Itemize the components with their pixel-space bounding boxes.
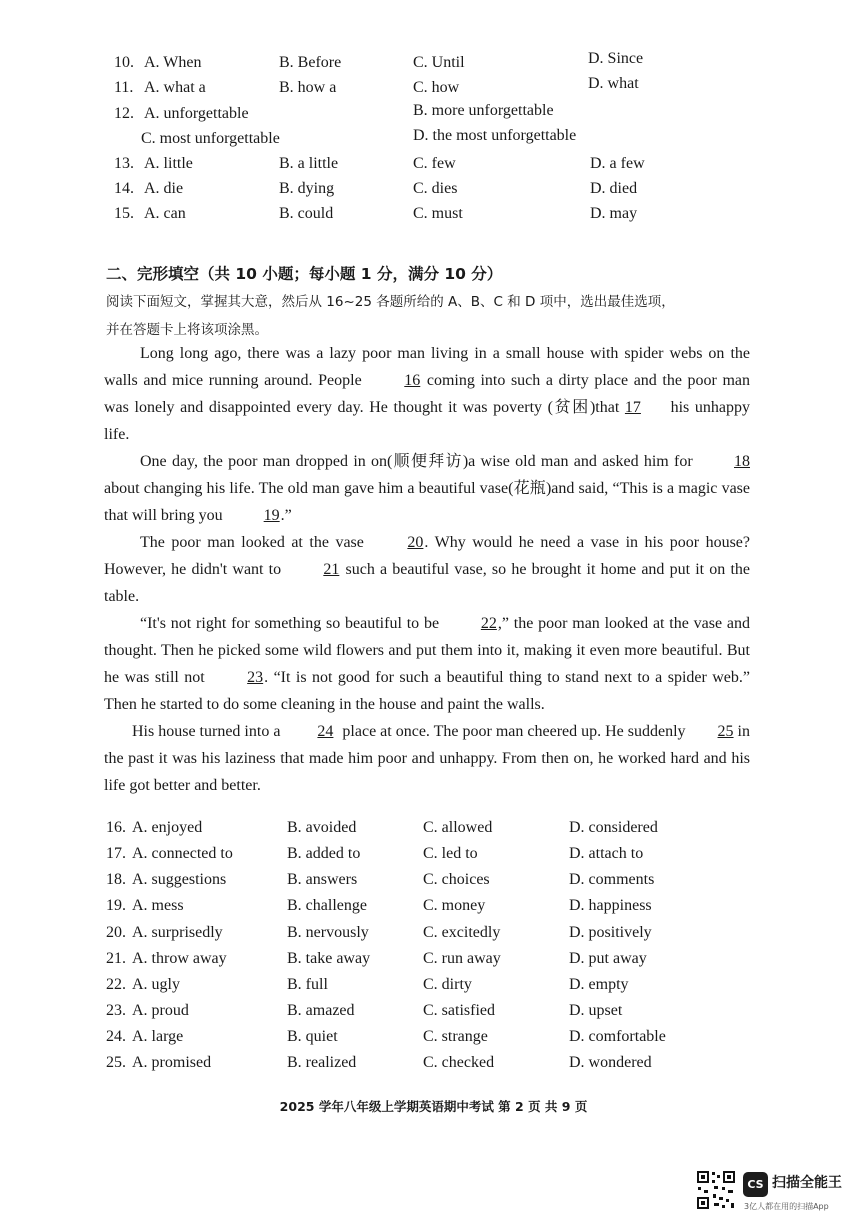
option-a: A. large [132, 1028, 184, 1045]
paragraph-2: One day, the poor man dropped in on(顺便拜访)a wise old man and asked him for 18 about changing his life. The old man gave him a beautiful vase(花瓶)and said, “This is a magic vase that will bring you 19.” [104, 448, 750, 529]
option-row-20 [106, 921, 756, 945]
question-number: 22. [106, 976, 126, 993]
paragraph-3: The poor man looked at the vase 20. Why would he need a vase in his poor house? However, he didn't want to 21 such a beautiful vase, so he brought it home and put it on the table. [104, 529, 750, 610]
blank-24[interactable]: 24 [317, 723, 334, 740]
option-a: A. unforgettable [144, 105, 249, 122]
option-d: D. attach to [569, 845, 644, 862]
blank-16[interactable]: 16 [404, 372, 421, 389]
question-number: 15. [114, 205, 134, 222]
option-b: B. quiet [287, 1028, 338, 1045]
option-row-10 [114, 51, 754, 75]
option-d: D. upset [569, 1002, 623, 1019]
option-a: A. surprisedly [132, 924, 223, 941]
option-d: D. may [590, 205, 638, 222]
question-number: 19. [106, 897, 126, 914]
option-c: C. led to [423, 845, 478, 862]
question-number: 24. [106, 1028, 126, 1045]
option-row-15 [114, 202, 754, 226]
option-d: D. comments [569, 871, 655, 888]
option-d: D. put away [569, 950, 647, 967]
option-a: A. suggestions [132, 871, 227, 888]
option-row-18 [106, 868, 756, 892]
question-number: 11. [114, 79, 134, 96]
option-a: A. little [144, 155, 193, 172]
question-number: 25. [106, 1054, 126, 1071]
blank-17[interactable]: 17 [624, 399, 641, 416]
option-c: C. checked [423, 1054, 495, 1071]
option-a: A. proud [132, 1002, 189, 1019]
instruction-line-1: 阅读下面短文，掌握其大意，然后从 16~25 各题所给的 A、B、C 和 D 项中，选出最佳选项， [106, 294, 675, 310]
option-a: A. enjoyed [132, 819, 203, 836]
option-c: C. dies [413, 180, 458, 197]
option-d: D. comfortable [569, 1028, 666, 1045]
option-b: B. a little [279, 155, 339, 172]
blank-22[interactable]: 22 [480, 615, 497, 632]
option-b: B. realized [287, 1054, 357, 1071]
option-b: B. how a [279, 79, 337, 96]
option-b: B. amazed [287, 1002, 355, 1019]
question-number: 13. [114, 155, 134, 172]
option-d: D. Since [588, 50, 644, 67]
option-b: B. challenge [287, 897, 367, 914]
option-row-11 [114, 76, 754, 100]
option-c: C. run away [423, 950, 501, 967]
blank-19[interactable]: 19 [263, 507, 280, 524]
option-a: A. promised [132, 1054, 212, 1071]
blank-18[interactable]: 18 [734, 453, 750, 470]
option-c: C. choices [423, 871, 490, 888]
question-number: 17. [106, 845, 126, 862]
option-a: A. die [144, 180, 184, 197]
option-row-19 [106, 894, 756, 918]
option-row-16 [106, 816, 756, 840]
option-a: A. mess [132, 897, 184, 914]
option-d: D. a few [590, 155, 645, 172]
option-d: D. empty [569, 976, 629, 993]
section-title: 二、完形填空（共 10 小题；每小题 1 分，满分 10 分） [106, 265, 503, 283]
passage [104, 340, 750, 799]
option-a: A. what a [144, 79, 206, 96]
question-number: 23. [106, 1002, 126, 1019]
option-row-24 [106, 1025, 756, 1049]
option-c: C. few [413, 155, 456, 172]
option-c: C. Until [413, 54, 465, 71]
qr-code-icon [696, 1170, 736, 1210]
question-number: 18. [106, 871, 126, 888]
option-c: C. money [423, 897, 486, 914]
option-b: B. Before [279, 54, 342, 71]
option-b: B. full [287, 976, 328, 993]
scanner-slogan: 3亿人都在用的扫描App [744, 1202, 829, 1211]
option-b: B. could [279, 205, 334, 222]
question-number: 21. [106, 950, 126, 967]
option-row-21 [106, 947, 756, 971]
instruction-line-2: 并在答题卡上将该项涂黑。 [106, 322, 268, 338]
option-c: C. dirty [423, 976, 472, 993]
option-c: C. satisfied [423, 1002, 495, 1019]
option-a: A. can [144, 205, 186, 222]
blank-20[interactable]: 20 [407, 534, 424, 551]
option-row-12 [114, 102, 754, 126]
option-d: D. considered [569, 819, 658, 836]
question-number: 12. [114, 105, 134, 122]
option-c: C. how [413, 79, 460, 96]
option-row-25 [106, 1051, 756, 1075]
option-row-17 [106, 842, 756, 866]
question-number: 20. [106, 924, 126, 941]
option-row-22 [106, 973, 756, 997]
option-c: C. most unforgettable [141, 130, 280, 147]
option-b: B. take away [287, 950, 371, 967]
paragraph-1: Long long ago, there was a lazy poor man living in a small house with spider webs on the walls and mice running around. People 16 coming into such a dirty place and the poor man was lonely and disappointed every day. He thought it was poverty (贫困)that 17 his unhappy life. [104, 345, 751, 443]
option-a: A. throw away [132, 950, 227, 967]
option-row-14 [114, 177, 754, 201]
option-c: C. must [413, 205, 463, 222]
option-b: B. more unforgettable [413, 102, 554, 119]
question-number: 16. [106, 819, 126, 836]
option-c: C. allowed [423, 819, 493, 836]
option-row-12b [114, 127, 754, 151]
option-d: D. happiness [569, 897, 652, 914]
option-b: B. added to [287, 845, 361, 862]
option-b: B. avoided [287, 819, 357, 836]
blank-21[interactable]: 21 [323, 561, 340, 578]
option-c: C. strange [423, 1028, 488, 1045]
option-d: D. positively [569, 924, 652, 941]
paragraph-5: His house turned into a 24 place at once. The poor man cheered up. He suddenly 25 in the past it was his laziness that made him poor and unhappy. From then on, he worked hard and his life got better and better. [104, 718, 750, 799]
option-b: B. answers [287, 871, 358, 888]
option-row-13 [114, 152, 754, 176]
option-d: D. wondered [569, 1054, 652, 1071]
option-d: D. what [588, 75, 639, 92]
blank-23[interactable]: 23 [247, 669, 264, 686]
option-d: D. died [590, 180, 638, 197]
page-footer: 2025 学年八年级上学期英语期中考试 第 2 页 共 9 页 [279, 1099, 588, 1114]
option-c: C. excitedly [423, 924, 501, 941]
blank-25[interactable]: 25 [717, 723, 734, 740]
option-a: A. When [144, 54, 202, 71]
option-d: D. the most unforgettable [413, 127, 577, 144]
option-a: A. connected to [132, 845, 233, 862]
question-number: 10. [114, 54, 134, 71]
question-number: 14. [114, 180, 134, 197]
option-a: A. ugly [132, 976, 180, 993]
scanner-brand: 扫描全能王 [772, 1175, 842, 1191]
option-b: B. nervously [287, 924, 369, 941]
option-row-23 [106, 999, 756, 1023]
paragraph-4: “It's not right for something so beautiful to be 22,” the poor man looked at the vase and thought. Then he picked some wild flowers and put them into it, making it even more beautiful. But he was still not 23. “It is not good for such a beautiful thing to stand next to a spider web.” Then he started to do some cleaning in the house and paint the walls. [104, 610, 750, 718]
camscanner-logo-icon: CS [743, 1172, 768, 1197]
option-b: B. dying [279, 180, 335, 197]
